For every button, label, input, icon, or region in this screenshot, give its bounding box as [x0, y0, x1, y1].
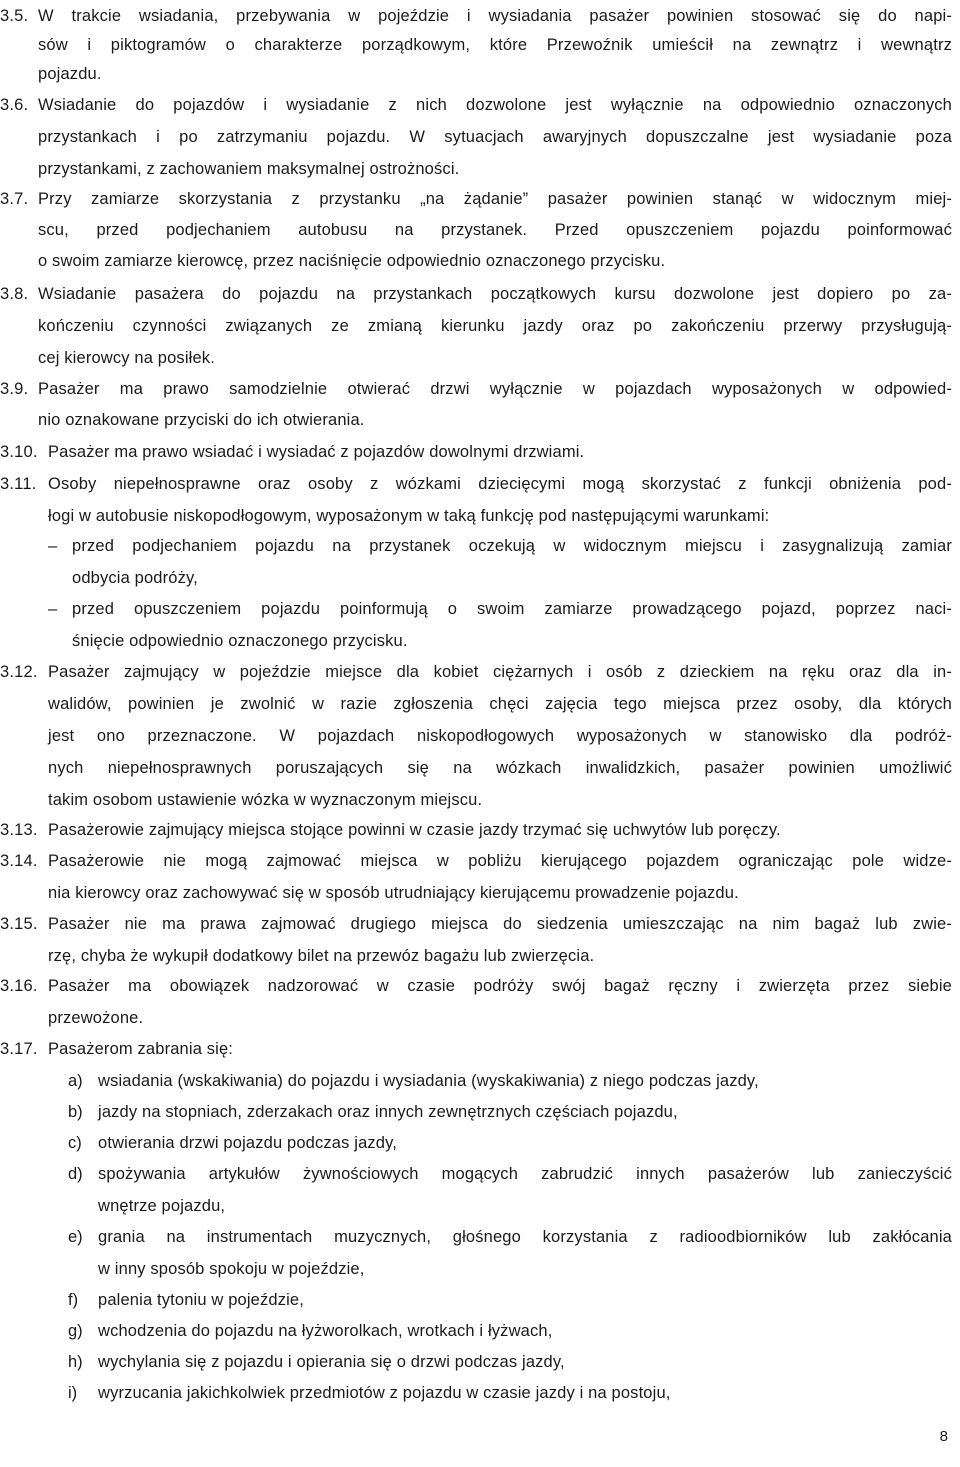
letter-marker: a) [68, 1072, 83, 1090]
section-line: nia kierowcy oraz zachowywać się w sposób utrudniający kierującemu prowadzenie pojazdu. [48, 884, 739, 902]
letter-marker: f) [68, 1291, 79, 1309]
letter-line: w inny sposób spokoju w pojeździe, [98, 1260, 365, 1278]
section-line: Przy zamiarze skorzystania z przystanku „na żądanie” pasażer powinien stanąć w widocznym miej- [38, 190, 952, 208]
section-number: 3.16. [0, 977, 38, 995]
section-number: 3.8. [0, 285, 29, 303]
letter-marker: c) [68, 1134, 82, 1152]
section-line: nio oznakowane przyciski do ich otwierania. [38, 411, 365, 429]
dash-bullet: – [48, 600, 58, 618]
letter-line: otwierania drzwi pojazdu podczas jazdy, [98, 1134, 398, 1152]
section-number: 3.10. [0, 443, 38, 461]
section-number: 3.7. [0, 190, 29, 208]
section-number: 3.13. [0, 821, 38, 839]
letter-marker: e) [68, 1228, 83, 1246]
section-line: Wsiadanie do pojazdów i wysiadanie z nich dozwolone jest wyłącznie na odpowiednio oznaczonych [38, 96, 952, 114]
section-line: Osoby niepełnosprawne oraz osoby z wózkami dziecięcymi mogą skorzystać z funkcji obniżenia pod- [48, 475, 952, 493]
letter-line: spożywania artykułów żywnościowych mogących zabrudzić innych pasażerów lub zanieczyścić [98, 1165, 952, 1183]
section-line: Pasażer ma obowiązek nadzorować w czasie podróży swój bagaż ręczny i zwierzęta przez siebie [48, 977, 952, 995]
section-number: 3.9. [0, 380, 29, 398]
section-number: 3.17. [0, 1040, 38, 1058]
section-line: takim osobom ustawienie wózka w wyznaczonym miejscu. [48, 791, 483, 809]
section-number: 3.6. [0, 96, 29, 114]
letter-marker: g) [68, 1322, 83, 1340]
letter-marker: b) [68, 1103, 83, 1121]
section-number: 3.11. [0, 475, 37, 493]
letter-line: jazdy na stopniach, zderzakach oraz innych zewnętrznych częściach pojazdu, [98, 1103, 678, 1121]
section-line: Pasażer zajmujący w pojeździe miejsce dla kobiet ciężarnych i osób z dzieckiem na ręku oraz dla in- [48, 663, 952, 681]
page-number: 8 [939, 1428, 948, 1445]
section-line: sów i piktogramów o charakterze porządkowym, które Przewoźnik umieścił na zewnątrz i wewnątrz [38, 36, 952, 54]
section-number: 3.12. [0, 663, 38, 681]
section-line: przewożone. [48, 1009, 144, 1027]
section-number: 3.15. [0, 915, 38, 933]
section-line: Pasażer ma prawo wsiadać i wysiadać z pojazdów dowolnymi drzwiami. [48, 443, 585, 461]
section-line: przystankami, z zachowaniem maksymalnej ostrożności. [38, 160, 460, 178]
section-line: walidów, powinien je zwolnić w razie zgłoszenia chęci zajęcia tego miejsca przez osoby, dla których [48, 695, 952, 713]
section-line: scu, przed podjechaniem autobusu na przystanek. Przed opuszczeniem pojazdu poinformować [38, 221, 952, 239]
dash-line: przed podjechaniem pojazdu na przystanek oczekują w widocznym miejscu i zasygnalizują zamiar [72, 537, 952, 555]
dash-line: odbycia podróży, [72, 569, 198, 587]
section-number: 3.14. [0, 852, 38, 870]
section-line: o swoim zamiarze kierowcę, przez naciśnięcie odpowiednio oznaczonego przycisku. [38, 252, 666, 270]
dash-line: śnięcie odpowiednio oznaczonego przycisku. [72, 632, 408, 650]
letter-marker: i) [68, 1384, 78, 1402]
section-line: nych niepełnosprawnych poruszających się na wózkach inwalidzkich, pasażer powinien umożliwić [48, 759, 952, 777]
letter-line: palenia tytoniu w pojeździe, [98, 1291, 304, 1309]
letter-line: wsiadania (wskakiwania) do pojazdu i wysiadania (wyskakiwania) z niego podczas jazdy, [98, 1072, 759, 1090]
section-line: Pasażerowie nie mogą zajmować miejsca w pobliżu kierującego pojazdem ograniczając pole widze- [48, 852, 952, 870]
section-line: przystankach i po zatrzymaniu pojazdu. W sytuacjach awaryjnych dopuszczalne jest wysiadanie poza [38, 128, 952, 146]
section-line: jest ono przeznaczone. W pojazdach niskopodłogowych wyposażonych w stanowisko dla podróż- [48, 727, 952, 745]
section-line: rzę, chyba że wykupił dodatkowy bilet na przewóz bagażu lub zwierzęcia. [48, 947, 595, 965]
section-line: Pasażerom zabrania się: [48, 1040, 234, 1058]
section-line: W trakcie wsiadania, przebywania w pojeździe i wysiadania pasażer powinien stosować się do napi- [38, 7, 952, 25]
letter-line: grania na instrumentach muzycznych, głośnego korzystania z radioodbiorników lub zakłócania [98, 1228, 952, 1246]
section-line: Pasażer ma prawo samodzielnie otwierać drzwi wyłącznie w pojazdach wyposażonych w odpowied- [38, 380, 952, 398]
letter-line: wnętrze pojazdu, [98, 1197, 226, 1215]
section-number: 3.5. [0, 7, 29, 25]
section-line: Wsiadanie pasażera do pojazdu na przystankach początkowych kursu dozwolone jest dopiero po za- [38, 285, 952, 303]
letter-line: wchodzenia do pojazdu na łyżworolkach, wrotkach i łyżwach, [98, 1322, 553, 1340]
section-line: cej kierowcy na posiłek. [38, 349, 215, 367]
letter-line: wychylania się z pojazdu i opierania się o drzwi podczas jazdy, [98, 1353, 565, 1371]
section-line: pojazdu. [38, 65, 102, 83]
letter-line: wyrzucania jakichkolwiek przedmiotów z pojazdu w czasie jazdy i na postoju, [98, 1384, 671, 1402]
dash-bullet: – [48, 537, 58, 555]
letter-marker: d) [68, 1165, 83, 1183]
section-line: łogi w autobusie niskopodłogowym, wyposażonym w taką funkcję pod następującymi warunkami: [48, 507, 770, 525]
letter-marker: h) [68, 1353, 83, 1371]
section-line: Pasażerowie zajmujący miejsca stojące powinni w czasie jazdy trzymać się uchwytów lub poręczy. [48, 821, 781, 839]
section-line: Pasażer nie ma prawa zajmować drugiego miejsca do siedzenia umieszczając na nim bagaż lub zwie- [48, 915, 952, 933]
section-line: kończeniu czynności związanych ze zmianą kierunku jazdy oraz po zakończeniu przerwy przysługują- [38, 317, 952, 335]
dash-line: przed opuszczeniem pojazdu poinformują o swoim zamiarze prowadzącego pojazd, poprzez naci- [72, 600, 952, 618]
